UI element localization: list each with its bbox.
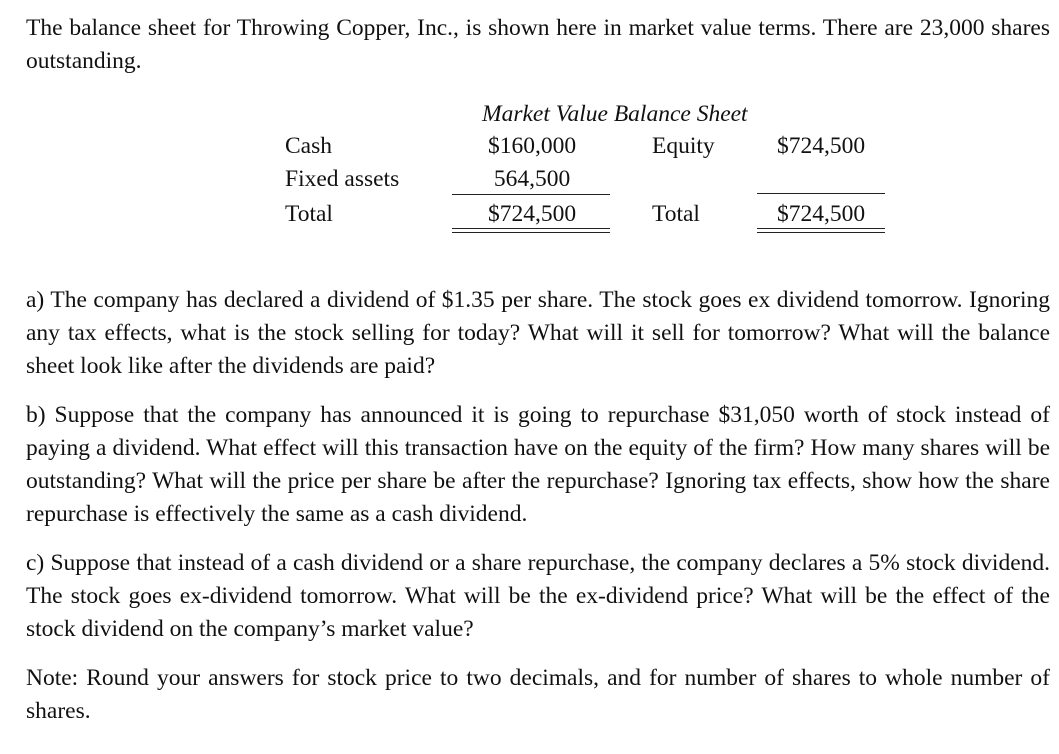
row-equity-amount: $724,500	[776, 133, 866, 159]
row-cash-label: Cash	[285, 133, 332, 159]
question-c: c) Suppose that instead of a cash dividend or a share repurchase, the company declares a 5% stock dividend. The stock goes ex-dividend tomorrow. What will be the ex-dividend price? What will be the effect of the stock dividend on the company’s market value?	[26, 550, 1050, 642]
left-subtotal-rule	[452, 194, 610, 195]
row-fixed-assets-label: Fixed assets	[285, 166, 400, 192]
right-subtotal-rule	[757, 193, 885, 194]
balance-sheet-title: Market Value Balance Sheet	[482, 101, 748, 127]
row-total-right-amount: $724,500	[776, 201, 866, 227]
problem-intro: The balance sheet for Throwing Copper, Inc., is shown here in market value terms. There are 23,000 shares outstanding.	[26, 15, 1050, 74]
row-equity-label: Equity	[652, 133, 715, 159]
row-total-left-label: Total	[285, 201, 333, 227]
question-b: b) Suppose that the company has announced it is going to repurchase $31,050 worth of stock instead of paying a dividend. What effect will this transaction have on the equity of the firm? How many shares will be outstanding? What will the price per share be after the repurchase? Ignoring tax effects, show how the share repurchase is effectively the same as a cash dividend.	[26, 402, 1050, 527]
left-total-double-rule	[452, 228, 610, 233]
row-total-right-label: Total	[652, 201, 700, 227]
row-fixed-assets-amount: 564,500	[493, 166, 571, 192]
row-cash-amount: $160,000	[487, 133, 577, 159]
rounding-note: Note: Round your answers for stock price to two decimals, and for number of shares to whole number of shares.	[26, 665, 1050, 724]
row-total-left-amount: $724,500	[487, 201, 577, 227]
right-total-double-rule	[757, 228, 885, 233]
question-a: a) The company has declared a dividend of $1.35 per share. The stock goes ex dividend tomorrow. Ignoring any tax effects, what is the stock selling for today? What will it sell for tomorrow? What will the balance sheet look like after the dividends are paid?	[26, 287, 1050, 379]
